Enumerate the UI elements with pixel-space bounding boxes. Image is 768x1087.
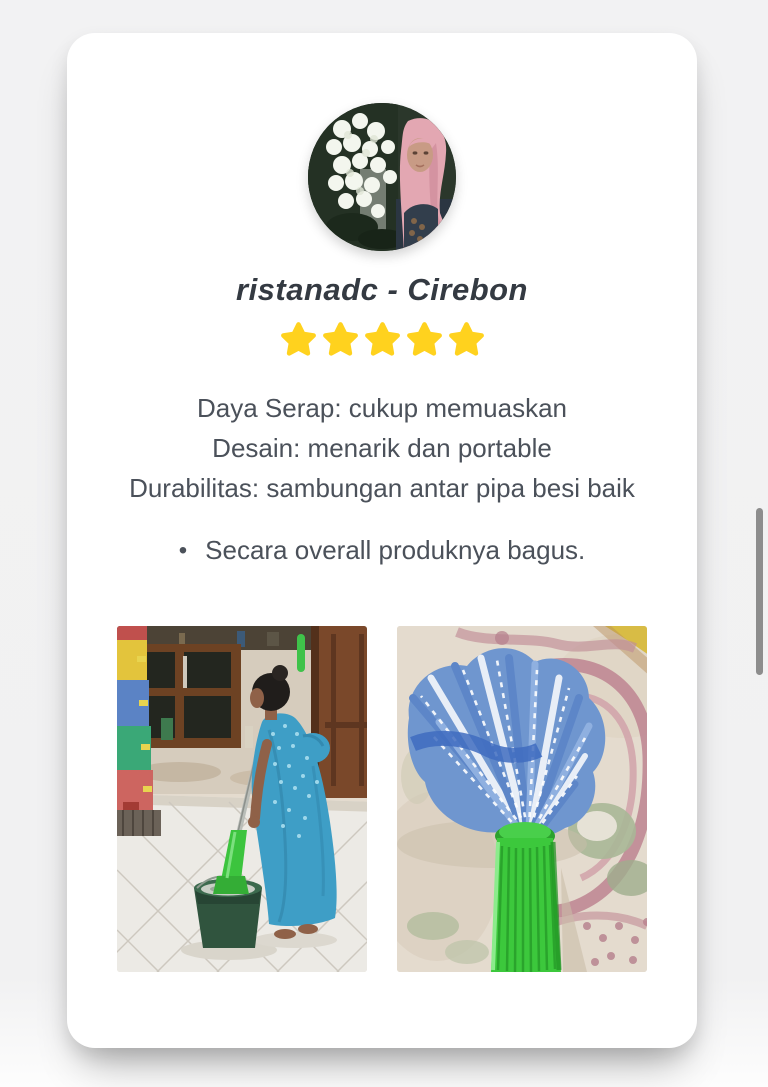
star-icon xyxy=(406,321,443,358)
review-photo-mopping-floor[interactable] xyxy=(117,626,367,972)
star-icon xyxy=(280,321,317,358)
review-bullet-text: Secara overall produknya bagus. xyxy=(205,535,586,565)
review-photos xyxy=(117,626,647,972)
bullet-marker: • xyxy=(178,537,188,564)
avatar-photo-illustration xyxy=(308,103,456,251)
avatar[interactable] xyxy=(308,103,456,251)
star-rating xyxy=(117,320,647,358)
scrollbar-thumb[interactable] xyxy=(756,508,763,675)
review-line: Daya Serap: cukup memuaskan xyxy=(197,393,567,423)
review-bullet-item xyxy=(117,530,647,572)
star-icon xyxy=(448,321,485,358)
star-icon xyxy=(364,321,401,358)
star-icon xyxy=(322,321,359,358)
reviewer-name: ristanadc - Cirebon xyxy=(236,272,528,307)
review-line: Durabilitas: sambungan antar pipa besi baik xyxy=(129,473,635,503)
mop-head-illustration xyxy=(397,626,647,972)
review-text xyxy=(117,388,647,508)
review-line: Desain: menarik dan portable xyxy=(212,433,552,463)
review-card xyxy=(67,33,697,1048)
mopping-scene-illustration xyxy=(117,626,367,972)
review-photo-mop-head[interactable] xyxy=(397,626,647,972)
